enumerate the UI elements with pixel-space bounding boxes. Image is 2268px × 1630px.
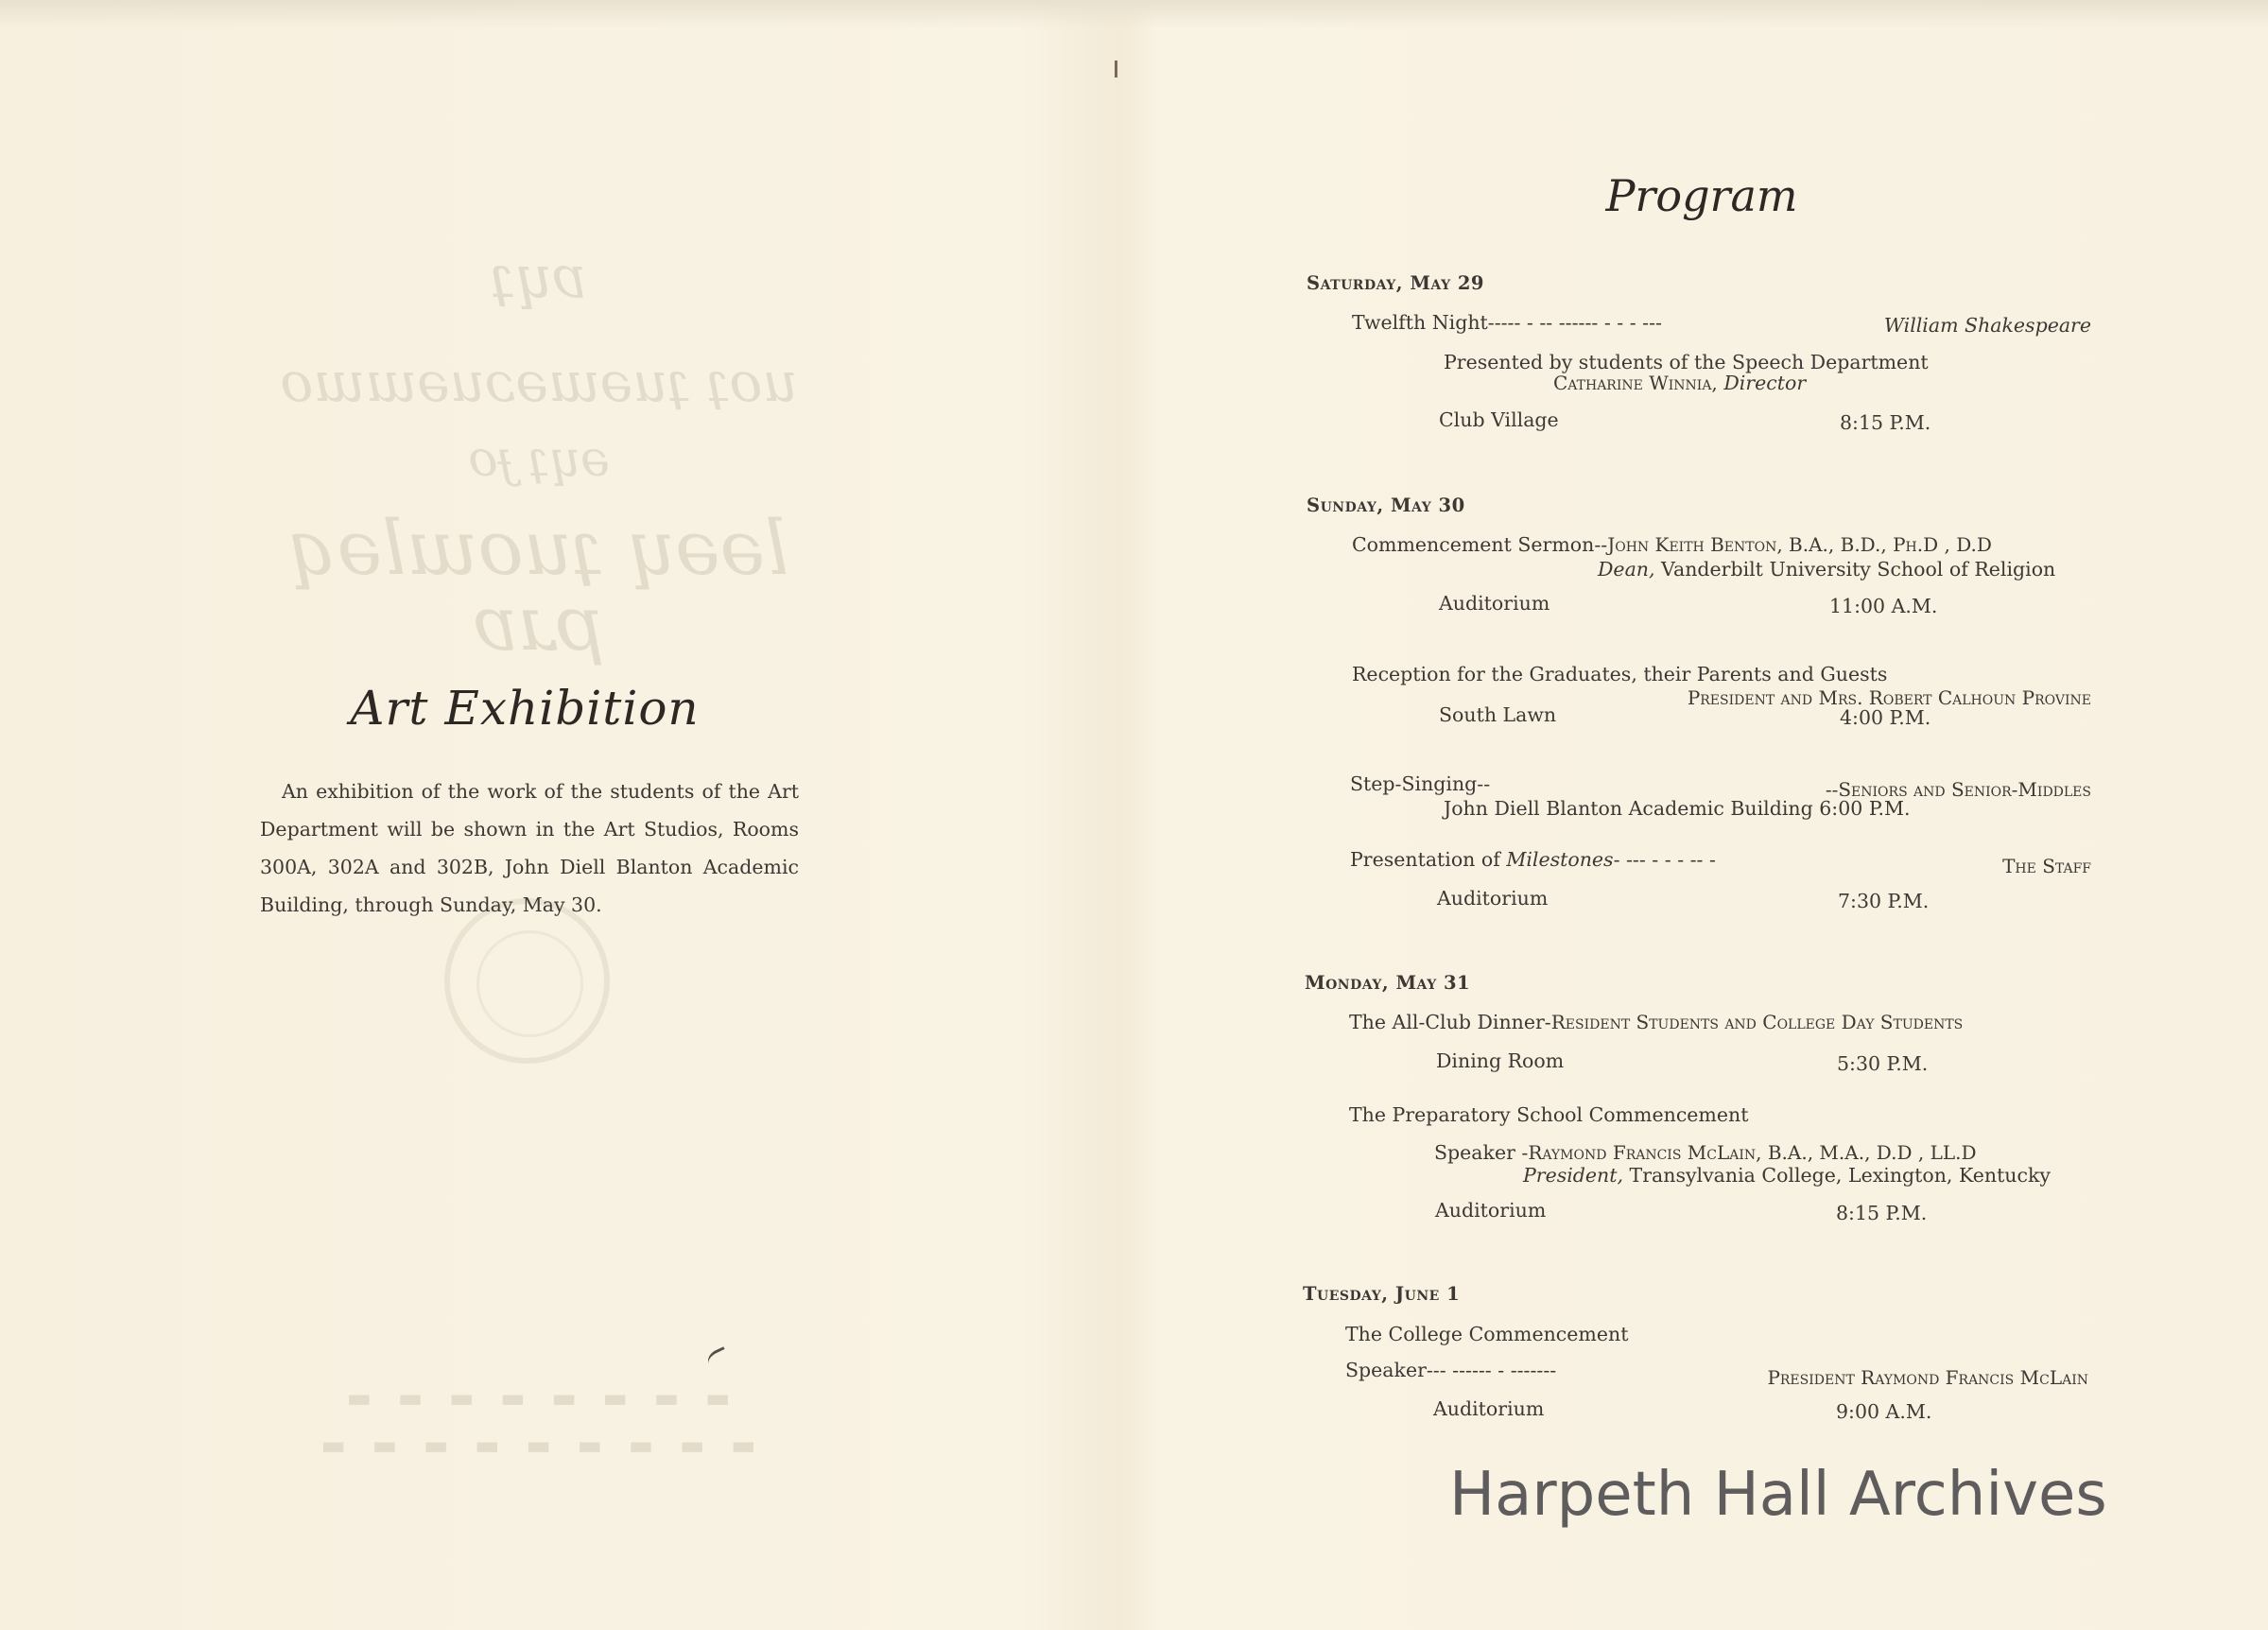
fold-mark [1115, 61, 1117, 78]
event-location: Dining Room [1436, 1049, 1565, 1072]
event-time: 7:30 P.M. [1838, 890, 1930, 912]
speaker-rest: Transylvania College, Lexington, Kentucky [1629, 1164, 2051, 1187]
show-through-line: ▬ ▬ ▬ ▬ ▬ ▬ ▬ ▬ [338, 1382, 731, 1413]
director-name: Catharine Winnia, [1553, 372, 1718, 394]
day-heading-tuesday: Tuesday, June 1 [1303, 1283, 1461, 1305]
event-time: 11:00 A.M. [1829, 595, 1938, 617]
step-time: 6:00 P.M. [1819, 797, 1911, 820]
event-director [1553, 372, 1806, 394]
dinner-group: Resident Students and College Day Students [1550, 1011, 1964, 1033]
event-location: Auditorium [1439, 592, 1550, 615]
show-through-line: uoʇ ʇuǝɯǝɔuǝɯɯo [280, 350, 798, 414]
event-presented-by: Presented by students of the Speech Department [1444, 351, 1929, 373]
pres-dashes: - --- - - - -- - [1613, 848, 1716, 871]
speaker-label: Speaker - [1434, 1141, 1529, 1164]
program-title: Program [1605, 170, 1798, 221]
show-through-line: lǝǝɥ ʇuoɯlǝq pɹɐ [288, 504, 789, 668]
day-heading-monday: Monday, May 31 [1305, 972, 1471, 994]
event-location: South Lawn [1439, 703, 1557, 726]
event-location: Auditorium [1435, 1199, 1547, 1222]
event-dinner [1349, 1011, 1963, 1033]
show-through-line: ▬ ▬ ▬ ▬ ▬ ▬ ▬ ▬ ▬ [312, 1430, 756, 1461]
speaker-name: President Raymond Francis McLain [1767, 1366, 2088, 1389]
sermon-speaker: John Keith Benton, B.A., B.D., Ph.D , D.D [1607, 533, 1992, 556]
step-location: John Diell Blanton Academic Building [1444, 797, 1813, 820]
event-time: 5:30 P.M. [1837, 1052, 1929, 1075]
day-heading-sunday: Sunday, May 30 [1307, 494, 1465, 516]
top-shadow [0, 0, 2268, 28]
step-dashes: -- [1825, 778, 1839, 801]
speaker-title: President, [1523, 1164, 1624, 1187]
event-prep-commencement: The Preparatory School Commencement [1349, 1103, 1749, 1126]
event-sermon-dean [1598, 558, 2055, 581]
event-sermon [1352, 533, 1992, 556]
show-through-line: ɐɥʇ [491, 242, 587, 311]
pres-title: Milestones [1506, 848, 1614, 871]
event-location: Auditorium [1437, 887, 1549, 910]
event-location: Auditorium [1433, 1397, 1545, 1420]
director-role: Director [1723, 372, 1807, 394]
step-group-name: Seniors and Senior-Middles [1838, 778, 2091, 801]
dean-title: Dean, [1598, 558, 1655, 581]
dean-rest: Vanderbilt University School of Religion [1661, 558, 2056, 581]
reception-hosts: President and Mrs. Robert Calhoun Provine [1687, 686, 2091, 709]
event-twelfth-night: Twelfth Night----- - -- ------ - - - --- [1352, 311, 1662, 334]
event-college-commencement: The College Commencement [1345, 1323, 1629, 1345]
event-time: 4:00 P.M. [1840, 706, 1931, 729]
event-step-singing: Step-Singing-- [1350, 772, 1491, 795]
event-speaker-title [1523, 1164, 2051, 1187]
event-reception: Reception for the Graduates, their Parents and Guests [1352, 663, 1888, 685]
archive-watermark: Harpeth Hall Archives [1449, 1460, 2107, 1530]
pres-group: The Staff [2002, 855, 2091, 877]
pencil-mark [704, 1346, 730, 1370]
art-exhibition-description: An exhibition of the work of the students of the Art Department will be shown in the Art Studios, Rooms 300A, 302A and 302B, John Diell Blanton Academic Building, through Sunday, May 30. [260, 780, 799, 916]
art-exhibition-title: Art Exhibition [350, 681, 700, 736]
event-speaker [1434, 1141, 1977, 1164]
pres-label: Presentation of [1350, 848, 1500, 871]
event-time: 8:15 P.M. [1840, 411, 1931, 434]
event-milestones [1350, 848, 1716, 871]
event-time: 8:15 P.M. [1836, 1202, 1928, 1224]
event-author: William Shakespeare [1883, 314, 2091, 337]
event-speaker: Speaker--- ------ - ------- [1345, 1359, 1557, 1381]
speaker-name: Raymond Francis McLain, B.A., M.A., D.D , LL.D [1528, 1141, 1977, 1164]
dinner-label: The All-Club Dinner- [1349, 1011, 1551, 1033]
event-location: Club Village [1439, 408, 1559, 431]
day-heading-saturday: Saturday, May 29 [1307, 272, 1484, 294]
sermon-label: Commencement Sermon-- [1352, 533, 1608, 556]
show-through-line: ǝɥʇ ɟo [468, 431, 610, 488]
event-time: 9:00 A.M. [1836, 1400, 1932, 1423]
event-location [1444, 797, 1910, 820]
